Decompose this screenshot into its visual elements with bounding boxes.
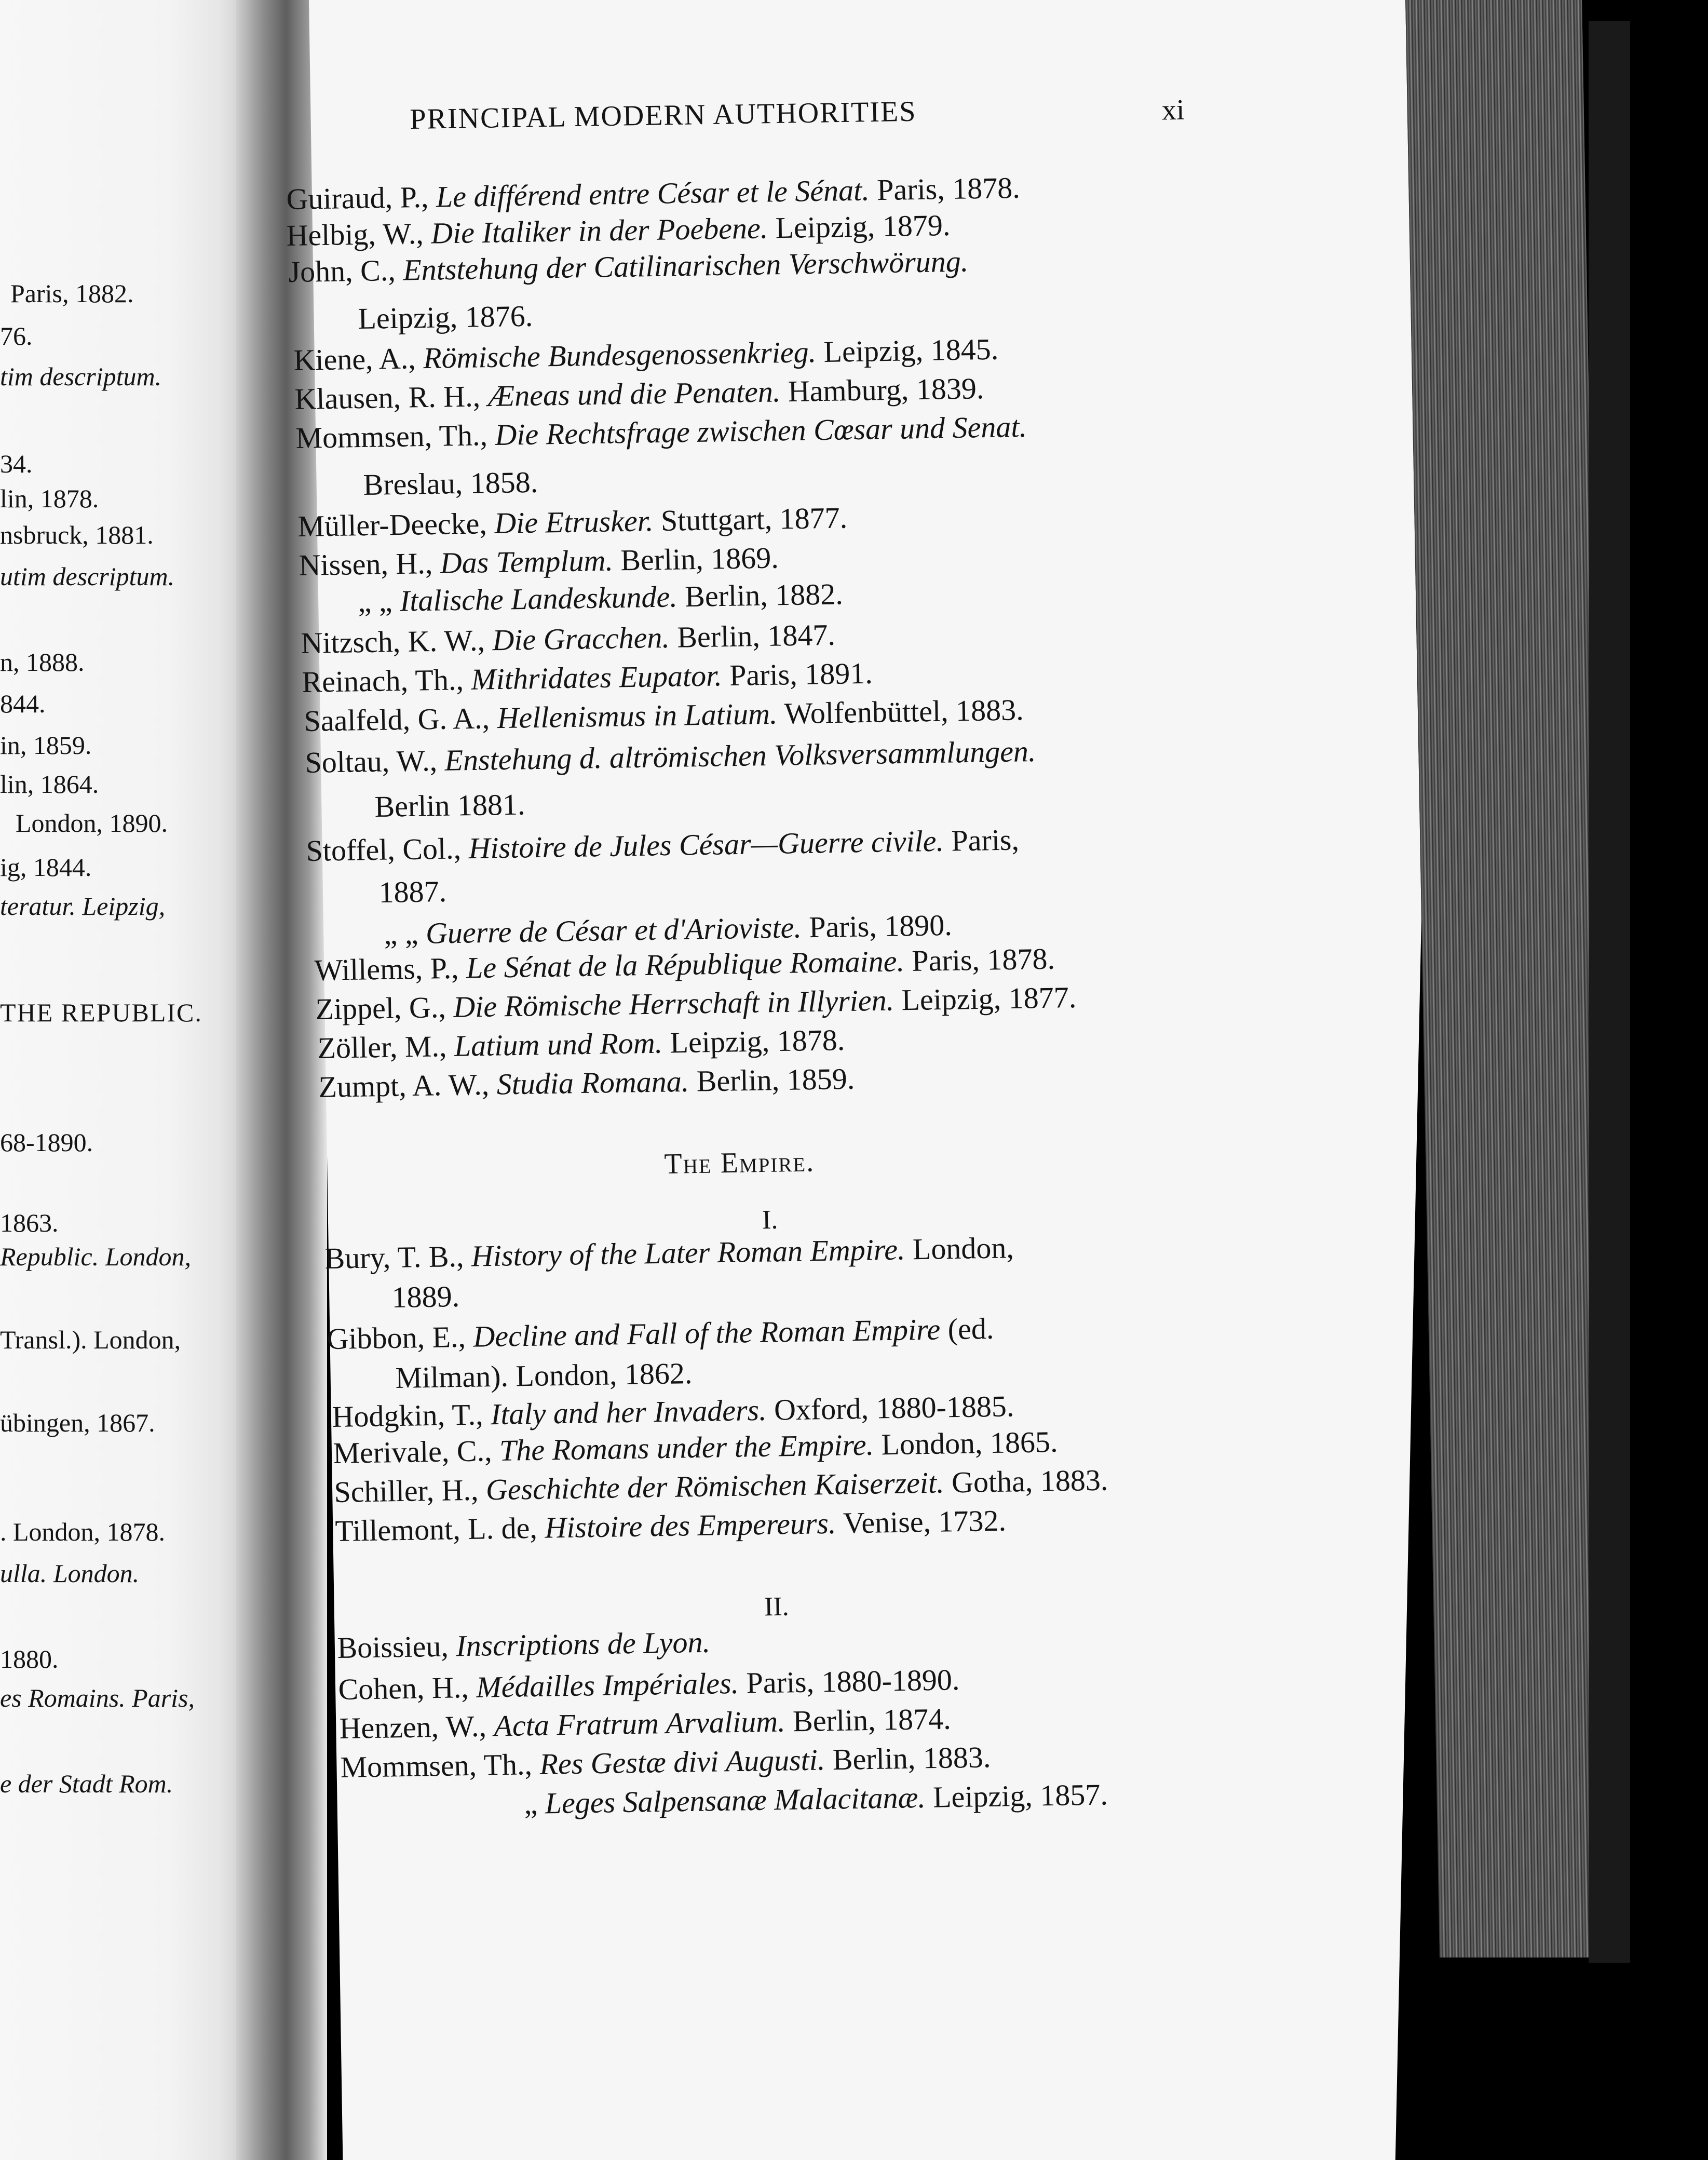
entry-publication: Hamburg, 1839. (788, 371, 984, 409)
bibliography-line (395, 1358, 693, 1393)
entry-author: Reinach, Th., (302, 663, 464, 699)
left-line: lin, 1878. (0, 484, 99, 513)
left-line: London, 1890. (16, 808, 168, 838)
left-line: übingen, 1867. (0, 1408, 155, 1437)
bibliography-line (327, 1311, 994, 1356)
left-line: 844. (0, 689, 46, 718)
left-line: THE REPUBLIC. (0, 998, 202, 1027)
entry-title: Das Templum. (440, 543, 614, 580)
entry-author: „ (524, 1786, 538, 1820)
entry-publication: Leipzig, 1878. (670, 1023, 845, 1060)
entry-publication: Leipzig, 1877. (901, 980, 1077, 1017)
entry-title: Hellenismus in Latium. (497, 696, 778, 735)
entry-author: Soltau, W., (305, 744, 438, 779)
bibliography-line (378, 876, 446, 908)
entry-author: Hodgkin, T., (332, 1397, 484, 1434)
bibliography-line (305, 736, 1036, 778)
entry-publication: London, 1865. (881, 1425, 1058, 1462)
bibliography-line (306, 822, 1020, 868)
entry-author: „ „ (358, 584, 393, 618)
entry-title: Studia Romana. (496, 1064, 689, 1101)
entry-publication: Berlin 1881. (374, 787, 525, 824)
entry-author: Stoffel, Col., (306, 831, 462, 868)
entry-title: Latium und Rom. (454, 1025, 663, 1063)
left-line: utim descriptum. (0, 562, 175, 591)
entry-title: Die Rechtsfrage zwischen Cœsar und Senat. (494, 409, 1027, 452)
left-line: teratur. Leipzig, (0, 892, 166, 921)
bibliography-line (315, 982, 1077, 1024)
entry-author: Saalfeld, G. A., (304, 701, 490, 738)
entry-publication: Milman). London, 1862. (395, 1356, 693, 1395)
bibliography-line (384, 910, 952, 949)
bibliography-line (288, 246, 969, 287)
bibliography-line (304, 695, 1024, 736)
entry-title: Die Etrusker. (494, 504, 654, 541)
left-line: ulla. London. (0, 1559, 140, 1588)
bibliography-line (339, 1704, 951, 1744)
entry-title: The Romans under the Empire. (499, 1427, 874, 1467)
bibliography-line (333, 1427, 1058, 1468)
entry-title: Die Italiker in der Poebene. (430, 211, 768, 250)
bibliography-line (318, 1061, 855, 1104)
left-line: Transl.). London, (0, 1325, 181, 1354)
left-line: 34. (0, 449, 33, 478)
entry-author: Kiene, A., (293, 341, 416, 377)
page-number: xi (1161, 93, 1185, 127)
left-line: nsbruck, 1881. (0, 520, 154, 549)
bibliography-line (293, 334, 999, 375)
entry-author: Nissen, H., (299, 546, 433, 582)
entry-publication: Stuttgart, 1877. (660, 501, 848, 538)
entry-title: Leges Salpensanæ Malacitanæ. (545, 1780, 926, 1820)
entry-publication: Leipzig, 1879. (775, 208, 951, 245)
bibliography-line (286, 170, 1021, 216)
entry-author: Boissieu, (337, 1629, 449, 1665)
bibliography-line (524, 1779, 1108, 1819)
entry-title: Histoire de Jules César—Guerre civile. (468, 824, 944, 866)
entry-title: Inscriptions de Lyon. (455, 1625, 711, 1663)
entry-publication: 1887. (378, 874, 447, 909)
entry-publication: Berlin, 1847. (676, 617, 836, 654)
entry-author: Willems, P., (314, 951, 459, 987)
entry-publication: Paris, 1880-1890. (746, 1663, 960, 1700)
entry-publication: Wolfenbüttel, 1883. (784, 693, 1024, 731)
left-line: Paris, 1882. (10, 279, 134, 308)
bibliography-line (301, 617, 836, 660)
entry-author: Müller-Deecke, (297, 506, 487, 543)
entry-title: Guerre de César et d'Arioviste. (425, 910, 802, 950)
left-line: Republic. London, (0, 1242, 192, 1271)
bibliography-line (324, 1233, 1014, 1274)
entry-author: Mommsen, Th., (340, 1747, 533, 1784)
entry-publication: (ed. (947, 1311, 994, 1346)
entry-publication: Berlin, 1883. (832, 1740, 991, 1777)
left-line: n, 1888. (0, 647, 85, 677)
entry-publication: Paris, (951, 822, 1020, 858)
left-line: tim descriptum. (0, 362, 162, 391)
bibliography-line (317, 1025, 845, 1063)
entry-author: Helbig, W., (286, 216, 424, 252)
entry-title: Die Gracchen. (492, 620, 670, 657)
entry-title: Geschichte der Römischen Kaiserzeit. (485, 1465, 945, 1507)
entry-publication: Venise, 1732. (843, 1503, 1007, 1540)
entry-publication: Berlin, 1859. (696, 1061, 855, 1098)
entry-author: Guiraud, P., (286, 180, 429, 216)
left-line: ig, 1844. (0, 853, 92, 882)
entry-publication: Leipzig, 1876. (358, 299, 533, 335)
entry-author: Klausen, R. H., (294, 379, 481, 416)
entry-author: Zöller, M., (317, 1029, 447, 1065)
entry-publication: Breslau, 1858. (363, 465, 538, 502)
entry-author: Gibbon, E., (327, 1319, 466, 1356)
entry-title: Le Sénat de la République Romaine. (466, 944, 905, 985)
left-line: 1880. (0, 1644, 59, 1673)
bibliography-line (295, 409, 1027, 455)
part-numeral: II. (764, 1591, 790, 1622)
entry-publication: 1889. (391, 1279, 460, 1314)
bibliography-line (294, 373, 984, 414)
bibliography-line (358, 301, 533, 334)
entry-title: Æneas und die Penaten. (487, 374, 781, 413)
entry-title: History of the Later Roman Empire. (471, 1232, 905, 1273)
left-line: . London, 1878. (0, 1517, 166, 1546)
entry-title: Acta Fratrum Arvalium. (493, 1704, 786, 1743)
bibliography-line (358, 579, 843, 617)
left-line: e der Stadt Rom. (0, 1769, 173, 1798)
entry-author: „ „ (384, 916, 419, 951)
entry-title: Die Römische Herrschaft in Illyrien. (453, 983, 894, 1024)
bibliography-line (297, 503, 847, 542)
left-line: 1863. (0, 1208, 59, 1237)
left-line: lin, 1864. (0, 770, 99, 799)
entry-author: Henzen, W., (339, 1709, 487, 1745)
entry-author: Zumpt, A. W., (318, 1067, 490, 1104)
entry-publication: Berlin, 1869. (620, 541, 779, 577)
entry-title: Römische Bundesgenossenkrieg. (423, 335, 817, 375)
entry-title: Italy and her Invaders. (490, 1393, 767, 1432)
entry-author: Bury, T. B., (324, 1239, 465, 1275)
running-header: PRINCIPAL MODERN AUTHORITIES (410, 95, 917, 136)
part-numeral: I. (762, 1205, 778, 1235)
entry-publication: Paris, 1878. (876, 170, 1021, 207)
bibliography-line (334, 1465, 1108, 1507)
bibliography-line (391, 1281, 459, 1313)
entry-title: Res Gestæ divi Augusti. (539, 1743, 825, 1781)
entry-title: Entstehung der Catilinarischen Verschwörung. (402, 244, 969, 287)
entry-title: Italische Landeskunde. (399, 579, 678, 618)
bibliography-line (302, 658, 873, 697)
entry-title: Le différend entre César et le Sénat. (436, 173, 870, 214)
entry-title: Mithridates Eupator. (470, 658, 723, 696)
bibliography-line (332, 1391, 1014, 1432)
entry-publication: Paris, 1878. (911, 941, 1055, 978)
entry-publication: Leipzig, 1857. (932, 1777, 1108, 1814)
left-line: es Romains. Paris, (0, 1683, 195, 1712)
left-line: 68-1890. (0, 1128, 93, 1157)
entry-author: Mommsen, Th., (295, 418, 488, 455)
entry-publication: Oxford, 1880-1885. (774, 1389, 1014, 1427)
entry-author: John, C., (288, 253, 396, 289)
entry-publication: Berlin, 1882. (684, 577, 844, 614)
entry-publication: Berlin, 1874. (792, 1702, 952, 1738)
bibliography-line (337, 1627, 710, 1663)
entry-author: Cohen, H., (338, 1670, 469, 1706)
entry-author: Zippel, G., (315, 990, 446, 1026)
bibliography-line (340, 1742, 991, 1783)
bibliography-line (374, 789, 525, 822)
entry-author: Nitzsch, K. W., (301, 623, 485, 660)
entry-title: Médailles Impériales. (476, 1666, 739, 1704)
entry-publication: Paris, 1891. (729, 656, 873, 693)
bibliography-line (335, 1503, 1007, 1548)
entry-author: Merivale, C., (333, 1434, 493, 1470)
bibliography-line (363, 467, 538, 500)
entry-publication: Paris, 1890. (808, 908, 953, 944)
entry-title: Decline and Fall of the Roman Empire (472, 1312, 941, 1354)
entry-publication: Gotha, 1883. (951, 1463, 1108, 1500)
left-line: in, 1859. (0, 731, 92, 760)
entry-author: Schiller, H., (334, 1473, 479, 1509)
bibliography-line (299, 543, 779, 580)
entry-author: Tillemont, L. de, (335, 1510, 538, 1548)
entry-title: Histoire des Empereurs. (544, 1506, 836, 1545)
left-line: 76. (0, 321, 33, 350)
entry-publication: Leipzig, 1845. (823, 332, 999, 369)
entry-title: Enstehung d. altrömischen Volksversammlungen. (444, 734, 1036, 777)
entry-publication: London, (912, 1231, 1014, 1266)
bibliography-line (338, 1665, 960, 1705)
bibliography-line (286, 210, 951, 251)
section-heading-empire: The Empire. (664, 1145, 815, 1181)
